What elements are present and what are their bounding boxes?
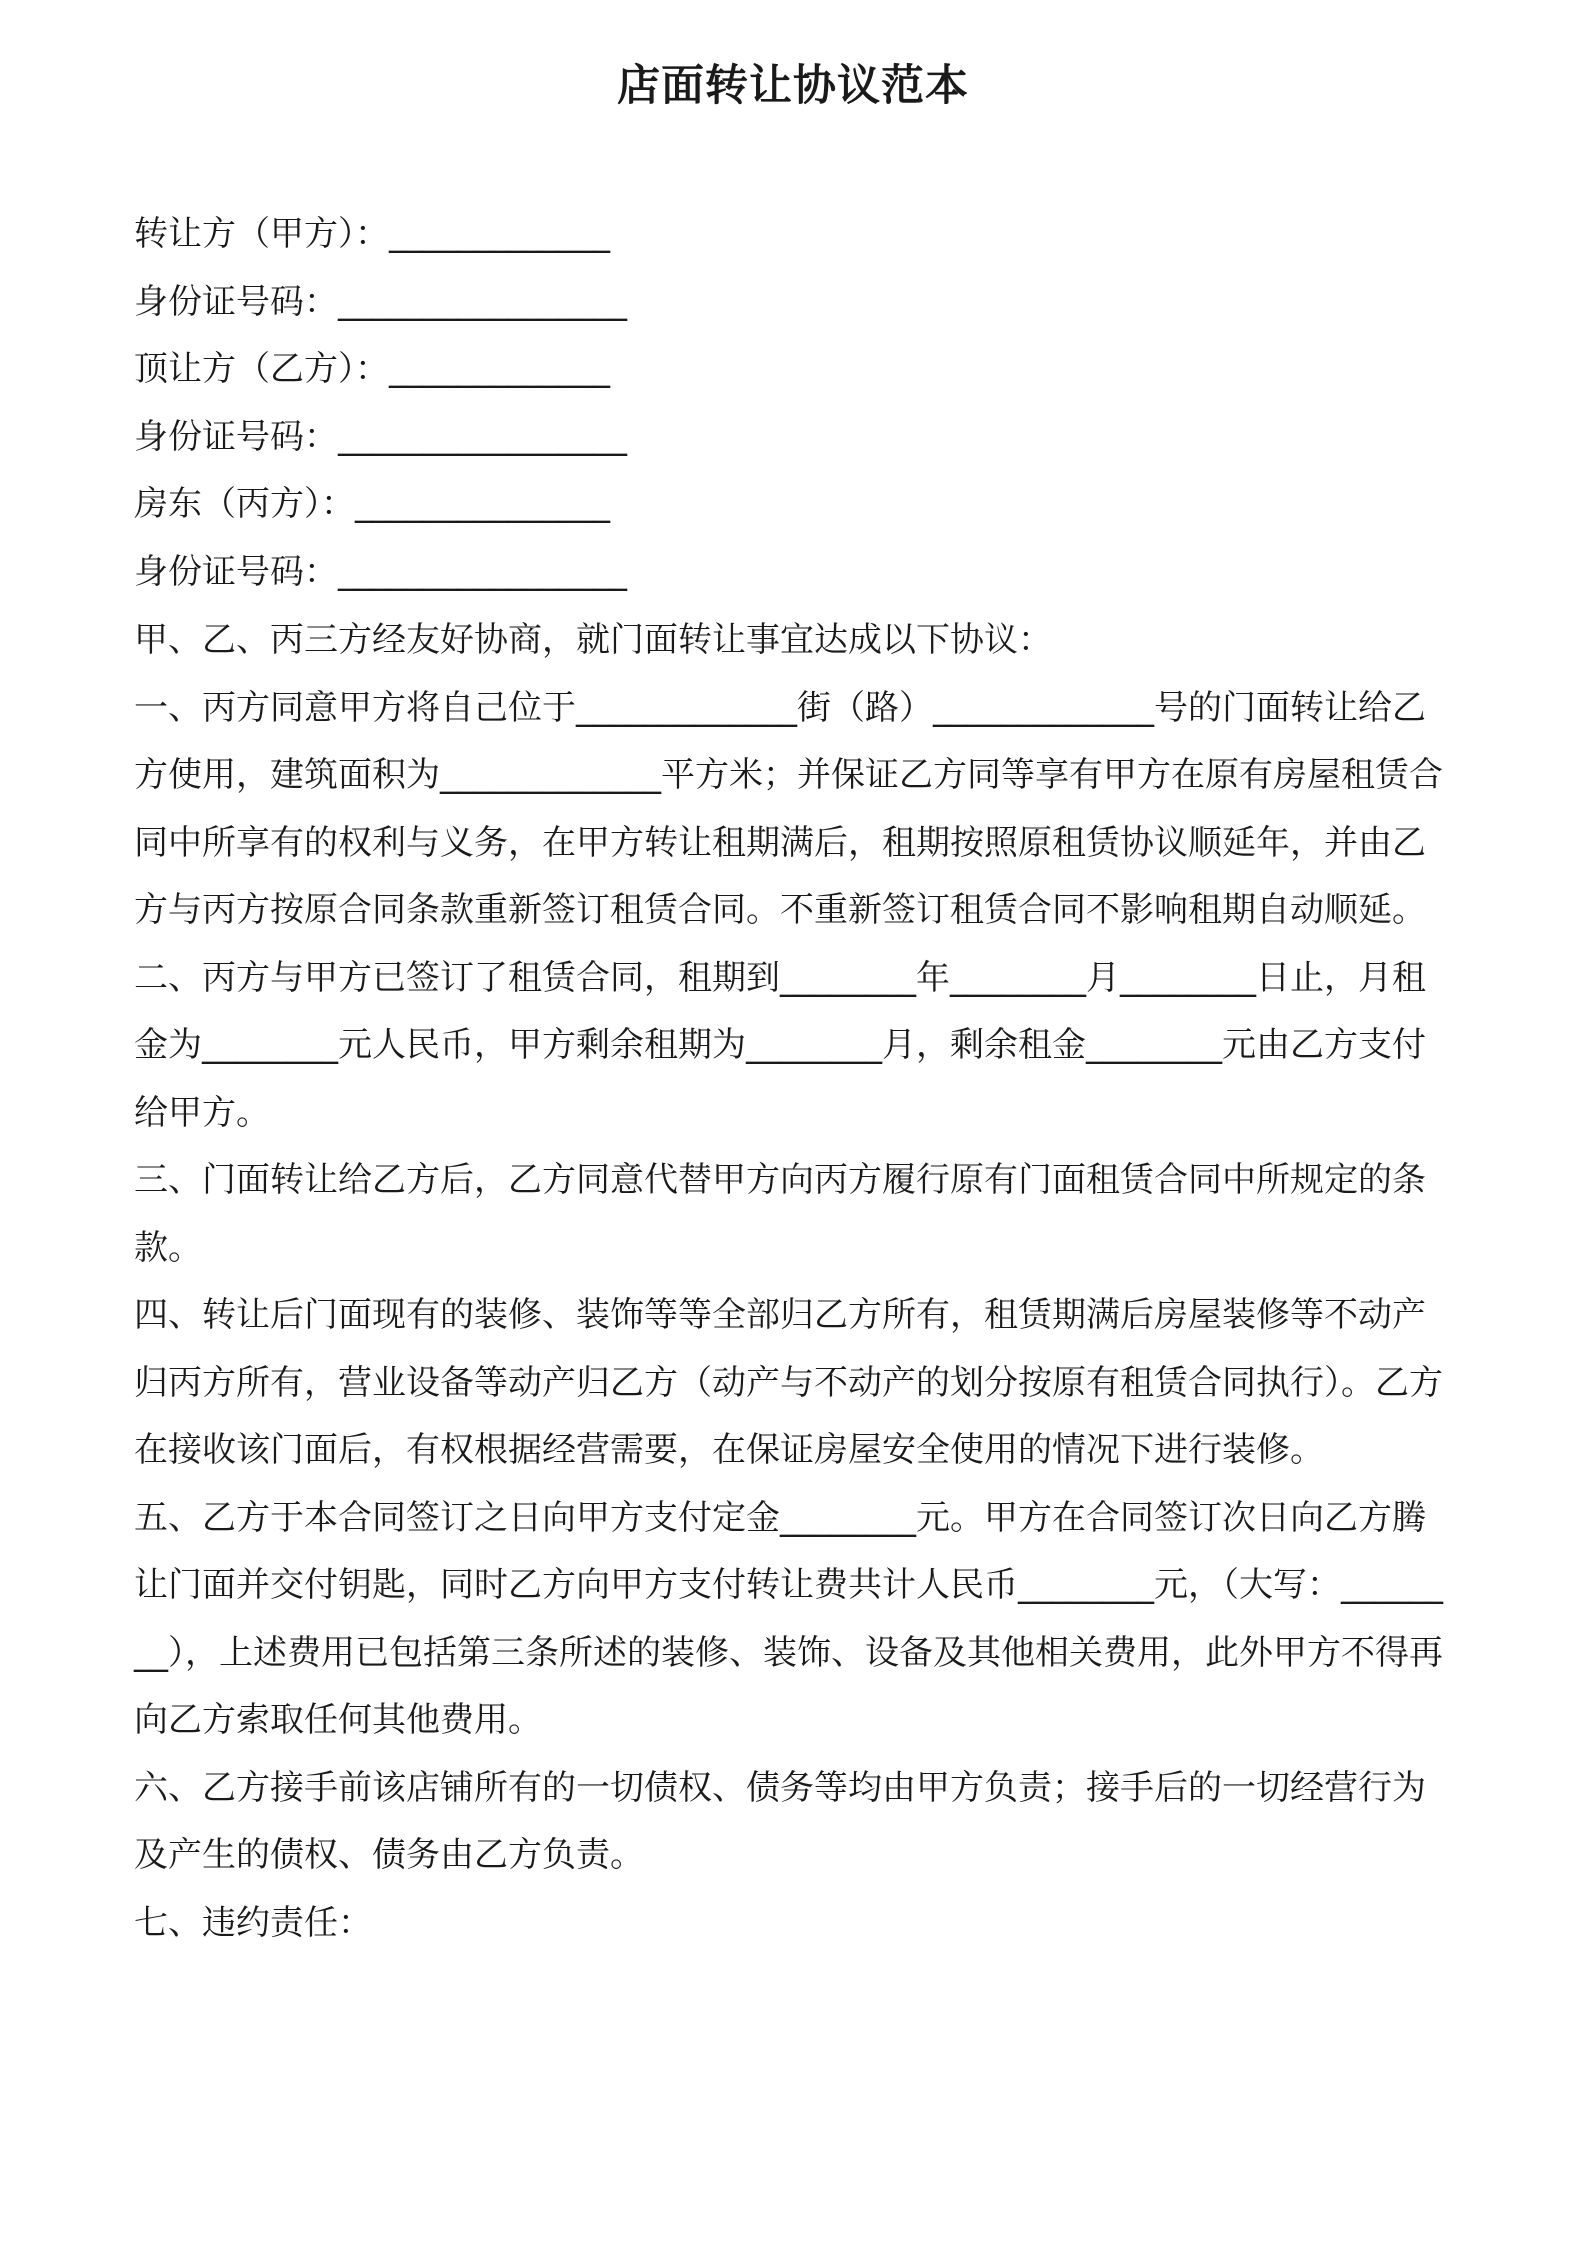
field-label: 身份证号码： [134, 416, 338, 457]
field-label: 身份证号码： [134, 551, 338, 592]
party-fields [134, 201, 1454, 606]
clause-7: 七、违约责任： [134, 1902, 372, 1943]
clause-1: 一、丙方同意甲方将自己位于_____________街（路）_____________号的门面转让给乙方使用，建筑面积为_____________平方米；并保证乙方同等享有甲方在原有房屋租赁合同中所享有的权利与义务，在甲方转让租期满后，租期按照原租赁协议顺延年，并由乙方与丙方按原合同条款重新签订租赁合同。不重新签订租赁合同不影响租期自动顺延。 [134, 687, 1443, 930]
landlord-field [134, 471, 1454, 539]
field-label: 身份证号码： [134, 281, 338, 322]
transferor-field [134, 201, 1454, 269]
clause-3: 三、门面转让给乙方后，乙方同意代替甲方向丙方履行原有门面租赁合同中所规定的条款。 [134, 1160, 1426, 1268]
clause-6: 六、乙方接手前该店铺所有的一切债权、债务等均由甲方负责；接手后的一切经营行为及产生的债权、债务由乙方负责。 [134, 1767, 1426, 1875]
field-label: 顶让方（乙方）： [134, 349, 389, 389]
field-blank: _____________ [389, 214, 610, 254]
document-title: 店面转让协议范本 [617, 61, 969, 111]
field-label: 转让方（甲方）： [134, 214, 389, 254]
field-label: 房东（丙方）： [134, 484, 355, 524]
transferee-field [134, 336, 1454, 404]
clause-5: 五、乙方于本合同签订之日向甲方支付定金________元。甲方在合同签订次日向乙方腾让门面并交付钥匙，同时乙方向甲方支付转让费共计人民币________元，（大写：________），上述费用已包括第三条所述的装修、装饰、设备及其他相关费用，此外甲方不得再向乙方索取任何其他费用。 [134, 1497, 1443, 1740]
field-blank: _________________ [338, 416, 627, 457]
clause-4: 四、转让后门面现有的装修、装饰等等全部归乙方所有，租赁期满后房屋装修等不动产归丙方所有，营业设备等动产归乙方（动产与不动产的划分按原有租赁合同执行）。乙方在接收该门面后，有权根据经营需要，在保证房屋安全使用的情况下进行装修。 [134, 1295, 1443, 1470]
intro-paragraph: 甲、乙、丙三方经友好协商，就门面转让事宜达成以下协议： [134, 620, 1052, 660]
agreement-body [134, 607, 1456, 1957]
field-blank: _______________ [355, 484, 610, 524]
field-blank: _________________ [338, 551, 627, 592]
landlord-id-field [134, 539, 1454, 607]
clause-2: 二、丙方与甲方已签订了租赁合同，租期到________年________月________日止，月租金为________元人民币，甲方剩余租期为________月，剩余租金________元由乙方支付给甲方。 [134, 957, 1426, 1133]
field-blank: _________________ [338, 281, 627, 322]
transferor-id-field [134, 269, 1454, 337]
field-blank: _____________ [389, 349, 610, 389]
transferee-id-field [134, 404, 1454, 472]
